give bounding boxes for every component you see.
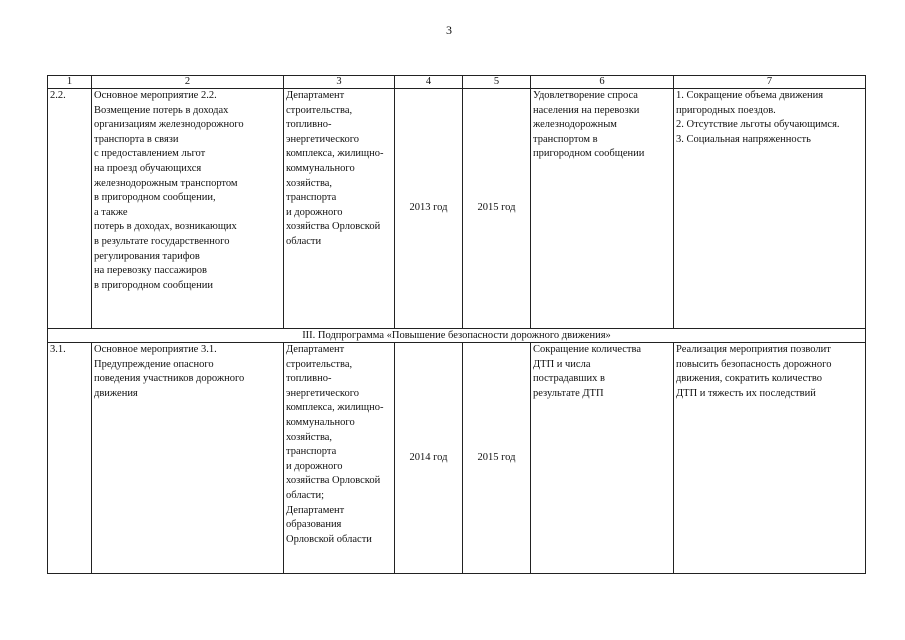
result-cell [531, 89, 674, 329]
cell-line: движения, сократить количество [676, 373, 823, 385]
cell-line: коммунального [286, 162, 355, 174]
consequences-cell [674, 343, 866, 574]
cell-line: образования [286, 519, 342, 531]
cell-line: области; [286, 489, 325, 501]
result-cell [531, 343, 674, 574]
header-cell: 3 [284, 76, 395, 89]
cell-line: Возмещение потерь в доходах [94, 104, 229, 116]
cell-line: Департамент [286, 504, 345, 516]
cell-line: области [286, 235, 322, 247]
row-number: 3.1. [48, 343, 92, 574]
cell-line: пострадавших в [533, 373, 605, 385]
cell-line: ДТП и числа [533, 358, 591, 370]
table-row [48, 343, 866, 574]
cell-line: на проезд обучающихся [94, 162, 202, 174]
header-cell: 7 [674, 76, 866, 89]
cell-line: Орловской области [286, 533, 372, 545]
cell-line: железнодорожным [533, 119, 617, 131]
measure-cell [92, 343, 284, 574]
start-year: 2013 год [395, 89, 463, 329]
cell-line: поведения участников дорожного [94, 373, 245, 385]
end-year: 2015 год [463, 89, 531, 329]
row-number: 2.2. [48, 89, 92, 329]
cell-line: транспорта в связи [94, 133, 179, 145]
measure-cell [92, 89, 284, 329]
cell-line: транспорта [286, 446, 337, 458]
cell-line: с предоставлением льгот [94, 148, 206, 160]
cell-line: результате ДТП [533, 387, 604, 399]
cell-line: Предупреждение опасного [94, 358, 214, 370]
cell-line: на перевозку пассажиров [94, 265, 207, 277]
executor-cell [284, 89, 395, 329]
header-cell: 2 [92, 76, 284, 89]
cell-line: коммунального [286, 416, 355, 428]
cell-line: регулирования тарифов [94, 250, 200, 262]
cell-line: энергетического [286, 133, 360, 145]
header-cell: 1 [48, 76, 92, 89]
table-row [48, 89, 866, 329]
cell-line: в пригородном сообщении [94, 279, 213, 291]
cell-line: Основное мероприятие 3.1. [94, 344, 217, 355]
consequences-cell [674, 89, 866, 329]
executor-cell [284, 343, 395, 574]
cell-line: топливно- [286, 373, 332, 385]
cell-line: повысить безопасность дорожного [676, 358, 832, 370]
cell-line: в результате государственного [94, 235, 230, 247]
end-year: 2015 год [463, 343, 531, 574]
cell-line: населения на перевозки [533, 104, 640, 116]
cell-line: строительства, [286, 358, 353, 370]
cell-line: 1. Сокращение объема движения [676, 90, 824, 101]
start-year: 2014 год [395, 343, 463, 574]
cell-line: хозяйства, [286, 431, 333, 443]
header-cell: 4 [395, 76, 463, 89]
cell-line: и дорожного [286, 206, 343, 218]
cell-line: потерь в доходах, возникающих [94, 221, 237, 233]
header-row [48, 76, 866, 89]
cell-line: Департамент [286, 344, 345, 355]
cell-line: комплекса, жилищно- [286, 402, 384, 414]
cell-line: движения [94, 387, 138, 399]
cell-line: и дорожного [286, 460, 343, 472]
cell-line: Основное мероприятие 2.2. [94, 90, 217, 101]
program-table [47, 75, 866, 574]
cell-line: транспорта [286, 192, 337, 204]
cell-line: хозяйства Орловской [286, 221, 381, 233]
cell-line: комплекса, жилищно- [286, 148, 384, 160]
cell-line: ДТП и тяжесть их последствий [676, 387, 816, 399]
cell-line: Удовлетворение спроса [533, 90, 638, 101]
subprogram-row [48, 329, 866, 343]
cell-line: 3. Социальная напряженность [676, 133, 811, 145]
page-number: 3 [446, 23, 452, 37]
cell-line: пригородном сообщении [533, 148, 645, 160]
cell-line: а также [94, 206, 128, 218]
cell-line: топливно- [286, 119, 332, 131]
header-cell: 6 [531, 76, 674, 89]
cell-line: Сокращение количества [533, 344, 642, 355]
cell-line: в пригородном сообщении, [94, 192, 216, 204]
subprogram-title: III. Подпрограмма «Повышение безопасности дорожного движения» [48, 329, 866, 343]
cell-line: организациям железнодорожного [94, 119, 244, 131]
cell-line: транспортом в [533, 133, 598, 145]
cell-line: хозяйства Орловской [286, 475, 381, 487]
header-cell: 5 [463, 76, 531, 89]
cell-line: строительства, [286, 104, 353, 116]
cell-line: энергетического [286, 387, 360, 399]
cell-line: 2. Отсутствие льготы обучающимся. [676, 119, 840, 131]
cell-line: Департамент [286, 90, 345, 101]
cell-line: Реализация мероприятия позволит [676, 344, 831, 355]
cell-line: хозяйства, [286, 177, 333, 189]
cell-line: железнодорожным транспортом [94, 177, 238, 189]
cell-line: пригородных поездов. [676, 104, 776, 116]
